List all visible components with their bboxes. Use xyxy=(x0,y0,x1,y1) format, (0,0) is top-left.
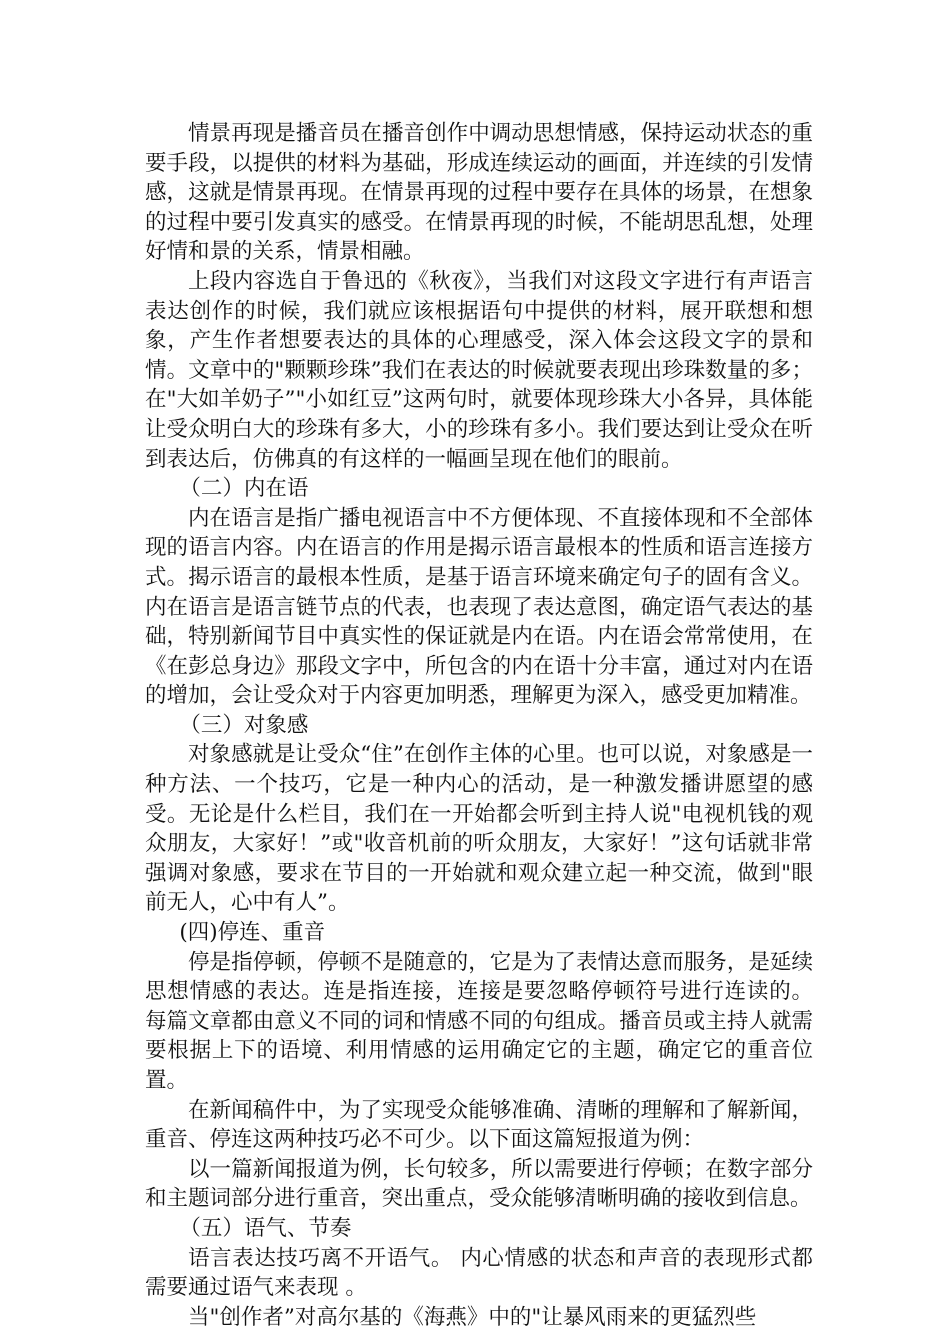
body-paragraph: 情景再现是播音员在播音创作中调动思想情感，保持运动状态的重要手段，以提供的材料为基础，形成连续运动的画面，并连续的引发情感，这就是情景再现。在情景再现的过程中要存在具体的场景，在想象的过程中要引发真实的感受。在情景再现的时候，不能胡思乱想，处理好情和景的关系，情景相融。 xyxy=(145,121,813,265)
body-paragraph: 停是指停顿，停顿不是随意的，它是为了表情达意而服务，是延续思想情感的表达。连是指连接，连接是要忽略停顿符号进行连读的。 每篇文章都由意义不同的词和情感不同的句组成。播音员或主持人就需要根据上下的语境、利用情感的运用确定它的主题，确定它的重音位置。 xyxy=(145,949,813,1093)
body-paragraph: 对象感就是让受众“住”在创作主体的心里。也可以说，对象感是一种方法、一个技巧，它是一种内心的活动，是一种激发播讲愿望的感受。无论是什么栏目，我们在一开始都会听到主持人说"电视机钱的观众朋友，大家好！”或"收音机前的听众朋友，大家好！”这句话就非常强调对象感，要求在节目的一开始就和观众建立起一种交流，做到"眼前无人，心中有人”。 xyxy=(145,742,813,916)
body-paragraph: 内在语言是指广播电视语言中不方便体现、不直接体现和不全部体现的语言内容。内在语言的作用是揭示语言最根本的性质和语言连接方式。揭示语言的最根本性质，是基于语言环境来确定句子的固有含义。 内在语言是语言链节点的代表，也表现了表达意图，确定语气表达的基础，特别新闻节目中真实性的保证就是内在语。内在语会常常使用，在《在彭总身边》那段文字中，所包含的内在语十分丰富，通过对内在语的增加，会让受众对于内容更加明悉，理解更为深入，感受更加精准。 xyxy=(145,505,813,709)
body-paragraph: 以一篇新闻报道为例，长句较多，所以需要进行停顿；在数字部分和主题词部分进行重音，突出重点，受众能够清晰明确的接收到信息。 xyxy=(145,1156,813,1212)
section-heading: （二）内在语 xyxy=(179,476,309,502)
section-heading: （三）对象感 xyxy=(179,712,309,738)
section-heading: (四)停连、重音 xyxy=(179,920,326,946)
body-paragraph: 上段内容选自于鲁迅的《秋夜》，当我们对这段文字进行有声语言表达创作的时候，我们就应该根据语句中提供的材料，展开联想和想象，产生作者想要表达的具体的心理感受，深入体会这段文字的景和情。文章中的"颗颗珍珠”我们在表达的时候就要表现出珍珠数量的多；在"大如羊奶子”"小如红豆”这两句时，就要体现珍珠大小各异，具体能让受众明白大的珍珠有多大，小的珍珠有多小。我们要达到让受众在听到表达后，仿佛真的有这样的一幅画呈现在他们的眼前。 xyxy=(145,268,813,472)
document-page xyxy=(145,119,813,1332)
section-heading: （五）语气、节奏 xyxy=(179,1215,352,1241)
body-paragraph: 当"创作者”对高尔基的《海燕》中的"让暴风雨来的更猛烈些 xyxy=(188,1304,757,1330)
body-paragraph: 在新闻稿件中，为了实现受众能够准确、清晰的理解和了解新闻，重音、停连这两种技巧必不可少。以下面这篇短报道为例： xyxy=(145,1097,813,1153)
body-paragraph: 语言表达技巧离不开语气。 内心情感的状态和声音的表现形式都需要通过语气来表现 。 xyxy=(145,1245,813,1301)
